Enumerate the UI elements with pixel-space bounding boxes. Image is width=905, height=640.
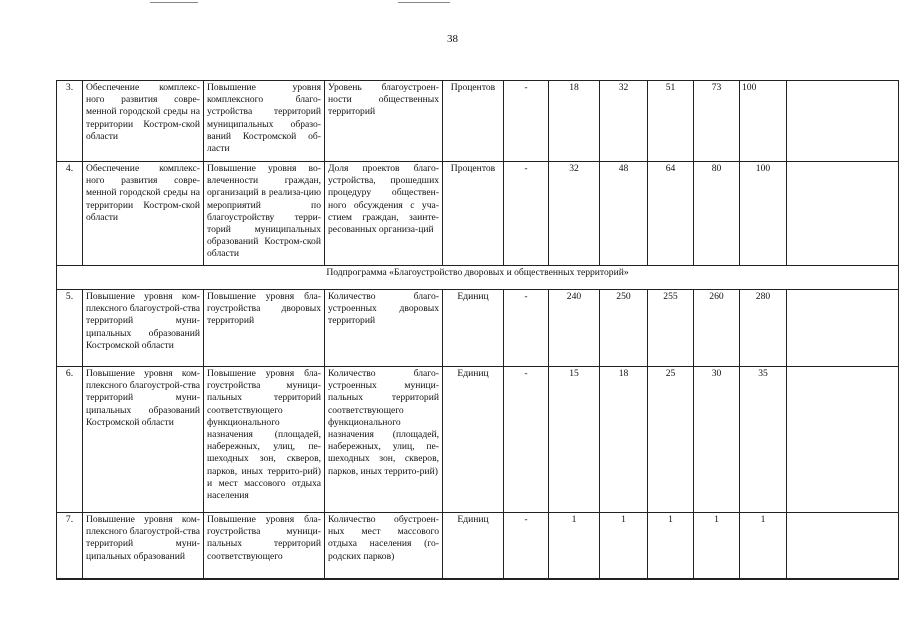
value-year-3: 255	[648, 290, 694, 367]
empty-cell	[787, 513, 899, 579]
indicator-cell: Количество благо-устроенных дворовых территорий	[325, 290, 443, 367]
value-year-2: 18	[600, 367, 648, 513]
value-year-5: 1	[740, 513, 787, 579]
indicator-cell: Доля проектов благо-устройства, прошедших процедуру обществен-ного обсуждения с уча-стием граждан, заинте-ресованных организа-ций	[325, 162, 443, 266]
value-year-2: 32	[600, 81, 648, 162]
table-row	[57, 367, 899, 513]
unit-cell: Процентов	[443, 81, 504, 162]
value-year-1: 1	[549, 513, 600, 579]
empty-cell	[787, 162, 899, 266]
value-year-1: 240	[549, 290, 600, 367]
base-value-cell: -	[504, 513, 549, 579]
value-year-3: 64	[648, 162, 694, 266]
task-cell: Повышение уровня комплексного благо-устройства территорий муниципальных образо-ваний Костромской об-ласти	[204, 81, 325, 162]
task-cell: Повышение уровня бла-гоустройства муници-пальных территорий соответствующего	[204, 513, 325, 579]
value-year-4: 1	[694, 513, 740, 579]
table-row	[57, 513, 899, 579]
row-number: 7.	[57, 513, 83, 579]
value-year-4: 30	[694, 367, 740, 513]
value-year-2: 250	[600, 290, 648, 367]
task-cell: Повышение уровня во-влеченности граждан, организаций в реализа-цию мероприятий по благоустройству терри-торий муниципальных образований Костром-ской области	[204, 162, 325, 266]
page-number: 38	[447, 33, 458, 45]
value-year-3: 1	[648, 513, 694, 579]
value-year-1: 32	[549, 162, 600, 266]
indicator-cell: Количество благо-устроенных муници-пальных территорий соответствующего функционального назначения (площадей, набережных, улиц, пе-шеходных зон, скверов, парков, иных террито-рий)	[325, 367, 443, 513]
base-value-cell: -	[504, 162, 549, 266]
value-year-4: 260	[694, 290, 740, 367]
goal-cell: Повышение уровня ком-плексного благоустрой-ства территорий муни-ципальных образований Костромской области	[83, 290, 204, 367]
empty-cell	[787, 81, 899, 162]
indicator-cell: Уровень благоустроен-ности общественных территорий	[325, 81, 443, 162]
table-row	[57, 290, 899, 367]
top-rule-right	[398, 2, 450, 3]
subprogram-title: Подпрограмма «Благоустройство дворовых и общественных территорий»	[57, 266, 899, 290]
value-year-5: 100	[740, 162, 787, 266]
table-row	[57, 81, 899, 162]
task-cell: Повышение уровня бла-гоустройства дворовых территорий	[204, 290, 325, 367]
top-rule-left	[150, 2, 198, 3]
unit-cell: Единиц	[443, 367, 504, 513]
indicators-table	[56, 80, 899, 580]
row-number: 4.	[57, 162, 83, 266]
value-year-5: 280	[740, 290, 787, 367]
row-number: 5.	[57, 290, 83, 367]
goal-cell: Повышение уровня ком-плексного благоустрой-ства территорий муни-ципальных образований	[83, 513, 204, 579]
row-number: 6.	[57, 367, 83, 513]
base-value-cell: -	[504, 290, 549, 367]
goal-cell: Обеспечение комплекс-ного развития совре-менной городской среды на территории Костром-ской области	[83, 81, 204, 162]
value-year-5: 100	[740, 81, 787, 162]
row-number: 3.	[57, 81, 83, 162]
value-year-2: 48	[600, 162, 648, 266]
value-year-4: 80	[694, 162, 740, 266]
value-year-1: 15	[549, 367, 600, 513]
unit-cell: Процентов	[443, 162, 504, 266]
table-row	[57, 162, 899, 266]
goal-cell: Повышение уровня ком-плексного благоустрой-ства территорий муни-ципальных образований Костромской области	[83, 367, 204, 513]
indicator-cell: Количество обустроен-ных мест массового отдыха населения (го-родских парков)	[325, 513, 443, 579]
unit-cell: Единиц	[443, 513, 504, 579]
value-year-5: 35	[740, 367, 787, 513]
base-value-cell: -	[504, 81, 549, 162]
value-year-1: 18	[549, 81, 600, 162]
base-value-cell: -	[504, 367, 549, 513]
value-year-4: 73	[694, 81, 740, 162]
empty-cell	[787, 290, 899, 367]
value-year-2: 1	[600, 513, 648, 579]
unit-cell: Единиц	[443, 290, 504, 367]
subprogram-row	[57, 266, 899, 290]
empty-cell	[787, 367, 899, 513]
value-year-3: 25	[648, 367, 694, 513]
goal-cell: Обеспечение комплекс-ного развития совре-менной городской среды на территории Костром-ской области	[83, 162, 204, 266]
value-year-3: 51	[648, 81, 694, 162]
task-cell: Повышение уровня бла-гоустройства муници-пальных территорий соответствующего функционального назначения (площадей, набережных, улиц, пе-шеходных зон, скверов, парков, иных террито-рий) и мест массового отдыха населения	[204, 367, 325, 513]
